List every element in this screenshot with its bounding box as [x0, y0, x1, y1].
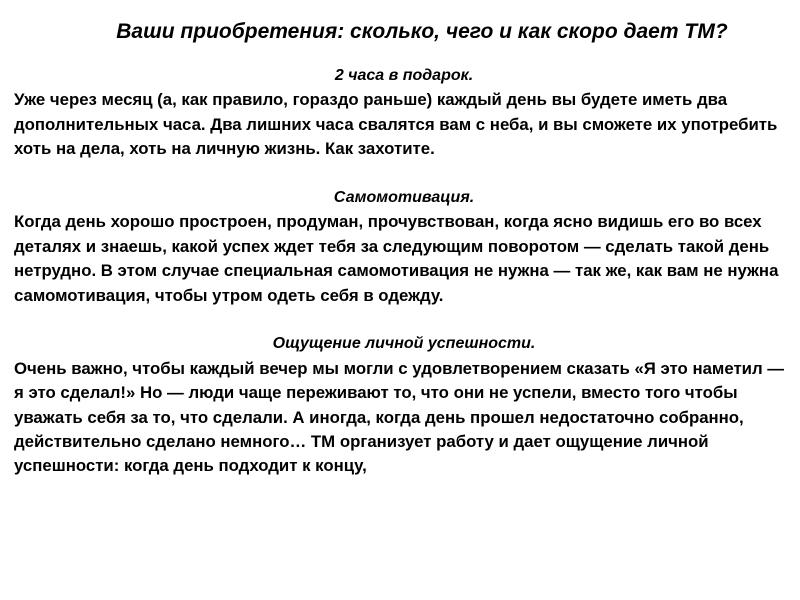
slide-body [14, 64, 794, 479]
section-heading-self-motivation: Самомотивация. [333, 189, 475, 207]
section-heading-personal-success: Ощущение личной успешности. [272, 335, 536, 353]
section-text-self-motivation: Когда день хорошо простроен, продуман, прочувствован, когда ясно видишь его во всех деталях и знаешь, какой успех ждет тебя за следующим поворотом — сделать такой день нетрудно. В этом случае специальная самомотивация не нужна — так же, как вам не нужна самомотивация, чтобы утром одеть себя в одежду. [14, 212, 779, 305]
section-text-gift-hours: Уже через месяц (а, как правило, гораздо раньше) каждый день вы будете иметь два дополнительных часа. Два лишних часа свалятся вам с неба, и вы сможете их употребить хоть на дела, хоть на личную жизнь. Как захотите. [14, 90, 778, 159]
section-text-personal-success: Очень важно, чтобы каждый вечер мы могли с удовлетворением сказать «Я это наметил — я это сделал!» Но — люди чаще переживают то, что они не успели, вместо того чтобы уважать себя за то, что сделали. А иногда, когда день прошел недостаточно собранно, действительно сделано немного… ТМ организует работу и дает ощущение личной успешности: когда день подходит к концу, [14, 358, 785, 476]
section-heading-gift-hours: 2 часа в подарок. [334, 67, 474, 84]
section-spacer [14, 308, 794, 332]
slide-title: Ваши приобретения: сколько, чего и как скоро дает ТМ? [116, 20, 728, 43]
section-spacer [14, 162, 794, 186]
